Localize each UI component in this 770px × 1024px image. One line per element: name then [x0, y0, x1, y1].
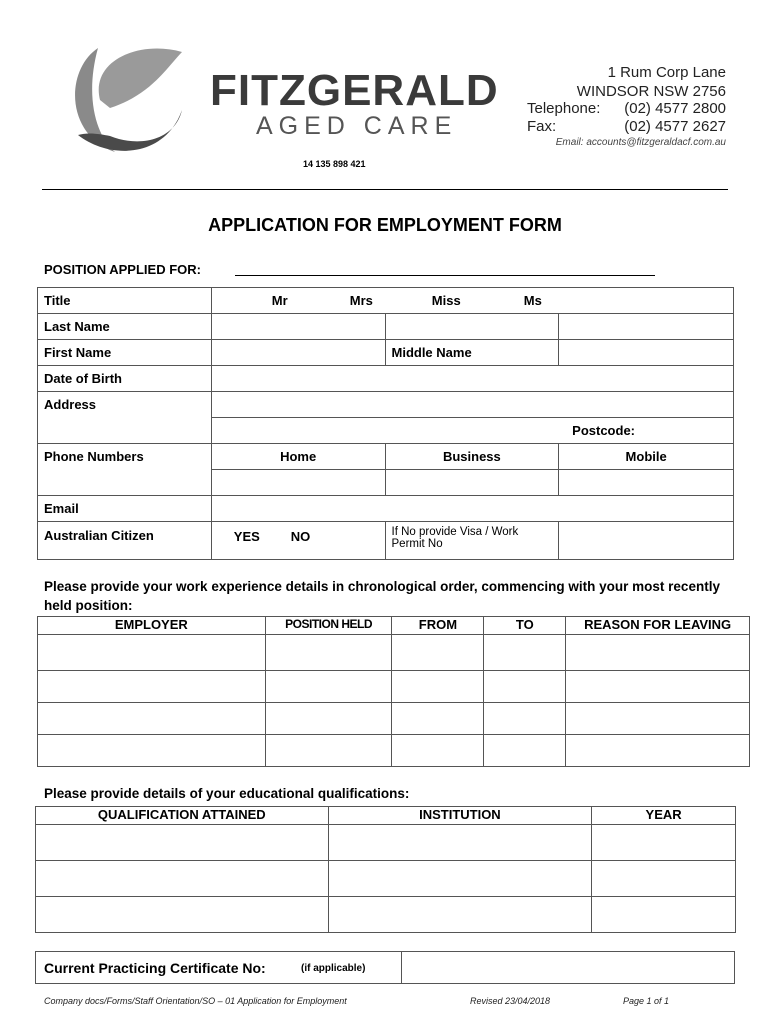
address-label: Address — [38, 392, 212, 444]
footer-revised: Revised 23/04/2018 — [470, 996, 551, 1006]
middle-name-label: Middle Name — [385, 340, 559, 366]
header-divider — [42, 189, 728, 190]
work-header-from: FROM — [392, 617, 484, 635]
visa-note: If No provide Visa / Work Permit No — [385, 522, 559, 560]
work-intro: Please provide your work experience details in chronological order, commencing with your most recently held position: — [44, 579, 720, 613]
address-field[interactable] — [211, 392, 733, 418]
last-name-field-2[interactable] — [385, 314, 559, 340]
business-phone-label: Business — [385, 444, 559, 470]
title-miss[interactable]: Miss — [431, 293, 461, 308]
fax-label: Fax: — [527, 118, 557, 135]
education-intro: Please provide details of your educational qualifications: — [44, 786, 410, 801]
brand-name: FITZGERALD — [210, 66, 499, 115]
first-name-label: First Name — [38, 340, 212, 366]
education-table — [35, 806, 736, 933]
work-header-reason: REASON FOR LEAVING — [566, 617, 750, 635]
work-header-employer: EMPLOYER — [38, 617, 266, 635]
phone-numbers-label: Phone Numbers — [38, 444, 212, 496]
title-ms[interactable]: Ms — [523, 293, 542, 308]
edu-header-institution: INSTITUTION — [328, 807, 592, 825]
footer-path: Company docs/Forms/Staff Orientation/SO – 01 Application for Employment — [44, 996, 347, 1006]
certificate-label-box — [35, 951, 402, 984]
title-mr[interactable]: Mr — [271, 293, 288, 308]
certificate-note: (if applicable) — [301, 963, 366, 974]
table-row — [38, 635, 750, 671]
address-line2: WINDSOR NSW 2756 — [576, 83, 726, 100]
telephone-label: Telephone: — [527, 100, 601, 117]
visa-field[interactable] — [559, 522, 734, 560]
last-name-field[interactable] — [211, 314, 385, 340]
abn-number: 14 135 898 421 — [303, 159, 366, 169]
citizen-options[interactable] — [211, 522, 385, 560]
table-row — [36, 897, 736, 933]
table-row — [36, 861, 736, 897]
dob-field[interactable] — [211, 366, 733, 392]
brand-subtitle: AGED CARE — [256, 112, 458, 140]
work-header-to: TO — [484, 617, 566, 635]
fax-value: (02) 4577 2627 — [624, 118, 726, 135]
mobile-phone-label: Mobile — [559, 444, 734, 470]
business-phone-field[interactable] — [385, 470, 559, 496]
telephone-value: (02) 4577 2800 — [624, 100, 726, 117]
email-label: Email — [38, 496, 212, 522]
position-applied-field[interactable] — [235, 275, 655, 276]
home-phone-field[interactable] — [211, 470, 385, 496]
edu-header-qualification: QUALIFICATION ATTAINED — [36, 807, 329, 825]
dob-label: Date of Birth — [38, 366, 212, 392]
position-applied-label: POSITION APPLIED FOR: — [44, 262, 201, 277]
title-label: Title — [38, 288, 212, 314]
email-address: Email: accounts@fitzgeraldacf.com.au — [555, 137, 726, 148]
edu-header-year: YEAR — [592, 807, 736, 825]
page-title: APPLICATION FOR EMPLOYMENT FORM — [208, 215, 562, 235]
work-experience-table — [37, 616, 750, 767]
middle-name-field[interactable] — [559, 340, 734, 366]
last-name-field-3[interactable] — [559, 314, 734, 340]
postcode-label: Postcode: — [211, 418, 733, 444]
table-row — [38, 703, 750, 735]
title-options[interactable] — [211, 288, 733, 314]
title-mrs[interactable]: Mrs — [349, 293, 373, 308]
citizen-yes[interactable]: YES — [233, 529, 260, 544]
citizen-label: Australian Citizen — [38, 522, 212, 560]
table-row — [36, 825, 736, 861]
work-header-position: POSITION HELD — [265, 617, 392, 635]
certificate-label: Current Practicing Certificate No: — [44, 960, 266, 976]
first-name-field[interactable] — [211, 340, 385, 366]
mobile-phone-field[interactable] — [559, 470, 734, 496]
certificate-field[interactable] — [401, 951, 735, 984]
address-line1: 1 Rum Corp Lane — [607, 64, 726, 81]
footer-page: Page 1 of 1 — [623, 996, 670, 1006]
table-row — [38, 671, 750, 703]
home-phone-label: Home — [211, 444, 385, 470]
email-field[interactable] — [211, 496, 733, 522]
table-row — [38, 735, 750, 767]
leaf-hand-logo-icon — [70, 40, 185, 160]
citizen-no[interactable]: NO — [290, 529, 311, 544]
personal-details-table — [37, 287, 734, 560]
last-name-label: Last Name — [38, 314, 212, 340]
